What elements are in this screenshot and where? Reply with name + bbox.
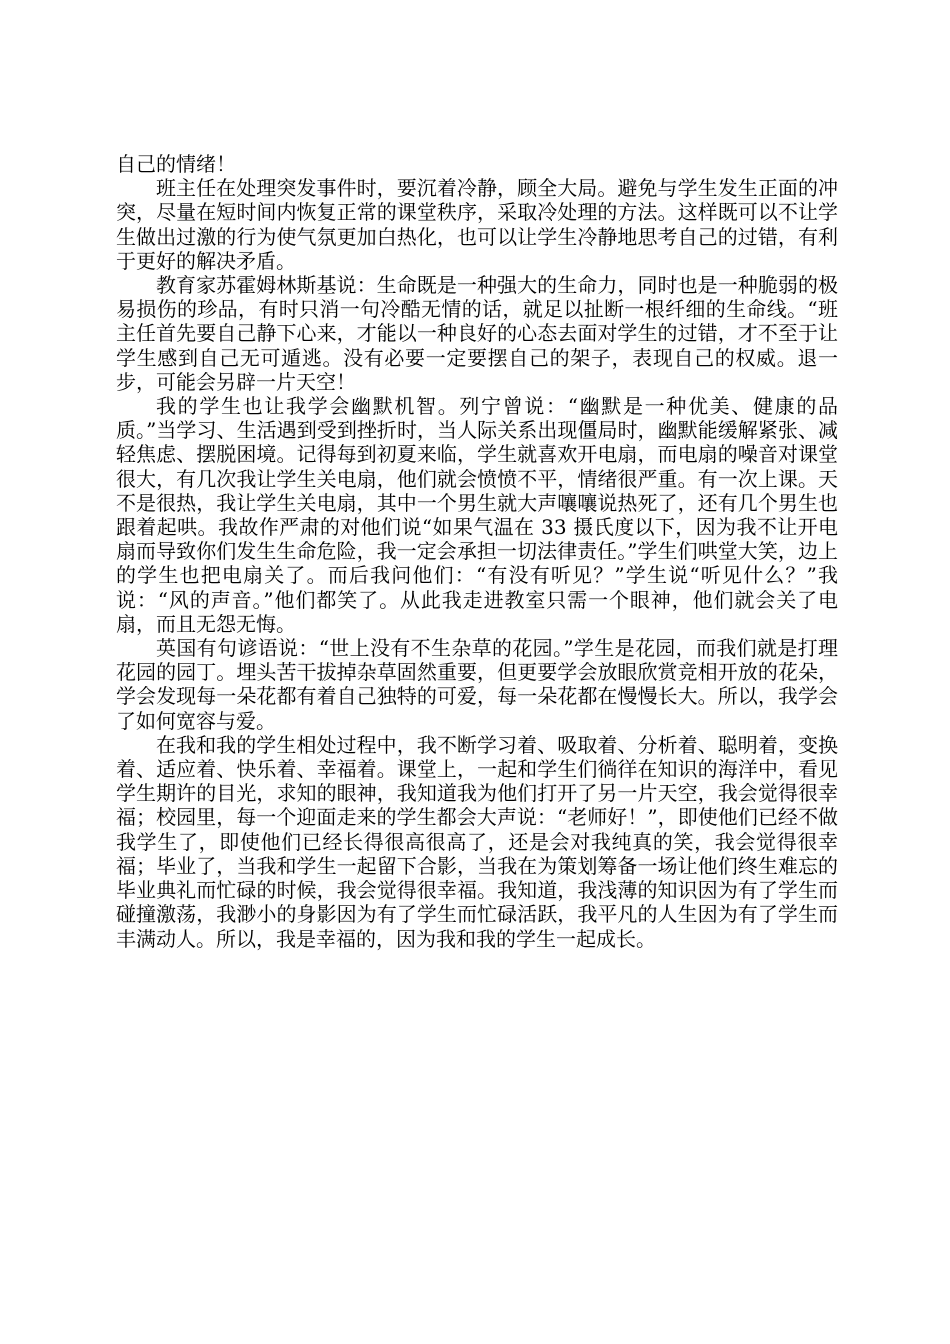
paragraph-6: 在我和我的学生相处过程中，我不断学习着、吸取着、分析着、聪明着，变换着、适应着、快乐着、幸福着。课堂上，一起和学生们徜徉在知识的海洋中，看见学生期许的目光，求知的眼神，我知道我为他们打开了另一片天空，我会觉得很幸福；校园里，每一个迎面走来的学生都会大声说：“老师好！”，即使他们已经不做我学生了，即使他们已经长得很高很高了，还是会对我纯真的笑，我会觉得很幸福；毕业了，当我和学生一起留下合影，当我在为策划筹备一场让他们终生难忘的毕业典礼而忙碌的时候，我会觉得很幸福。我知道，我浅薄的知识因为有了学生而碰撞激荡，我渺小的身影因为有了学生而忙碌活跃，我平凡的人生因为有了学生而丰满动人。所以，我是幸福的，因为我和我的学生一起成长。 <box>116 732 838 951</box>
paragraph-3: 教育家苏霍姆林斯基说：生命既是一种强大的生命力，同时也是一种脆弱的极易损伤的珍品，有时只消一句冷酷无情的话，就足以扯断一根纤细的生命线。“班主任首先要自己静下心来，才能以一种良好的心态去面对学生的过错，才不至于让学生感到自己无可遁逃。没有必要一定要摆自己的架子，表现自己的权威。退一步，可能会另辟一片天空！ <box>116 273 838 394</box>
paragraph-4: 我的学生也让我学会幽默机智。列宁曾说：“幽默是一种优美、健康的品质。”当学习、生活遇到受到挫折时，当人际关系出现僵局时，幽默能缓解紧张、减轻焦虑、摆脱困境。记得每到初夏来临，学生就喜欢开电扇，而电扇的噪音对课堂很大，有几次我让学生关电扇，他们就会愤愤不平，情绪很严重。有一次上课。天不是很热，我让学生关电扇，其中一个男生就大声嚷嚷说热死了，还有几个男生也跟着起哄。我故作严肃的对他们说“如果气温在 33 摄氏度以下，因为我不让开电扇而导致你们发生生命危险，我一定会承担一切法律责任。”学生们哄堂大笑，边上的学生也把电扇关了。而后我问他们：“有没有听见？”学生说“听见什么？”我说：“风的声音。”他们都笑了。从此我走进教室只需一个眼神，他们就会关了电扇，而且无怨无悔。 <box>116 394 838 636</box>
paragraph-5: 英国有句谚语说：“世上没有不生杂草的花园。”学生是花园，而我们就是打理花园的园丁。埋头苦干拔掉杂草固然重要，但更要学会放眼欣赏竞相开放的花朵，学会发现每一朵花都有着自己独特的可爱，每一朵花都在慢慢长大。所以，我学会了如何宽容与爱。 <box>116 636 838 733</box>
paragraph-1: 自己的情绪！ <box>116 152 236 176</box>
paragraph-2: 班主任在处理突发事件时，要沉着冷静，顾全大局。避免与学生发生正面的冲突，尽量在短时间内恢复正常的课堂秩序，采取冷处理的方法。这样既可以不让学生做出过激的行为使气氛更加白热化，也可以让学生冷静地思考自己的过错，有利于更好的解决矛盾。 <box>116 176 838 273</box>
document-body <box>116 152 838 951</box>
